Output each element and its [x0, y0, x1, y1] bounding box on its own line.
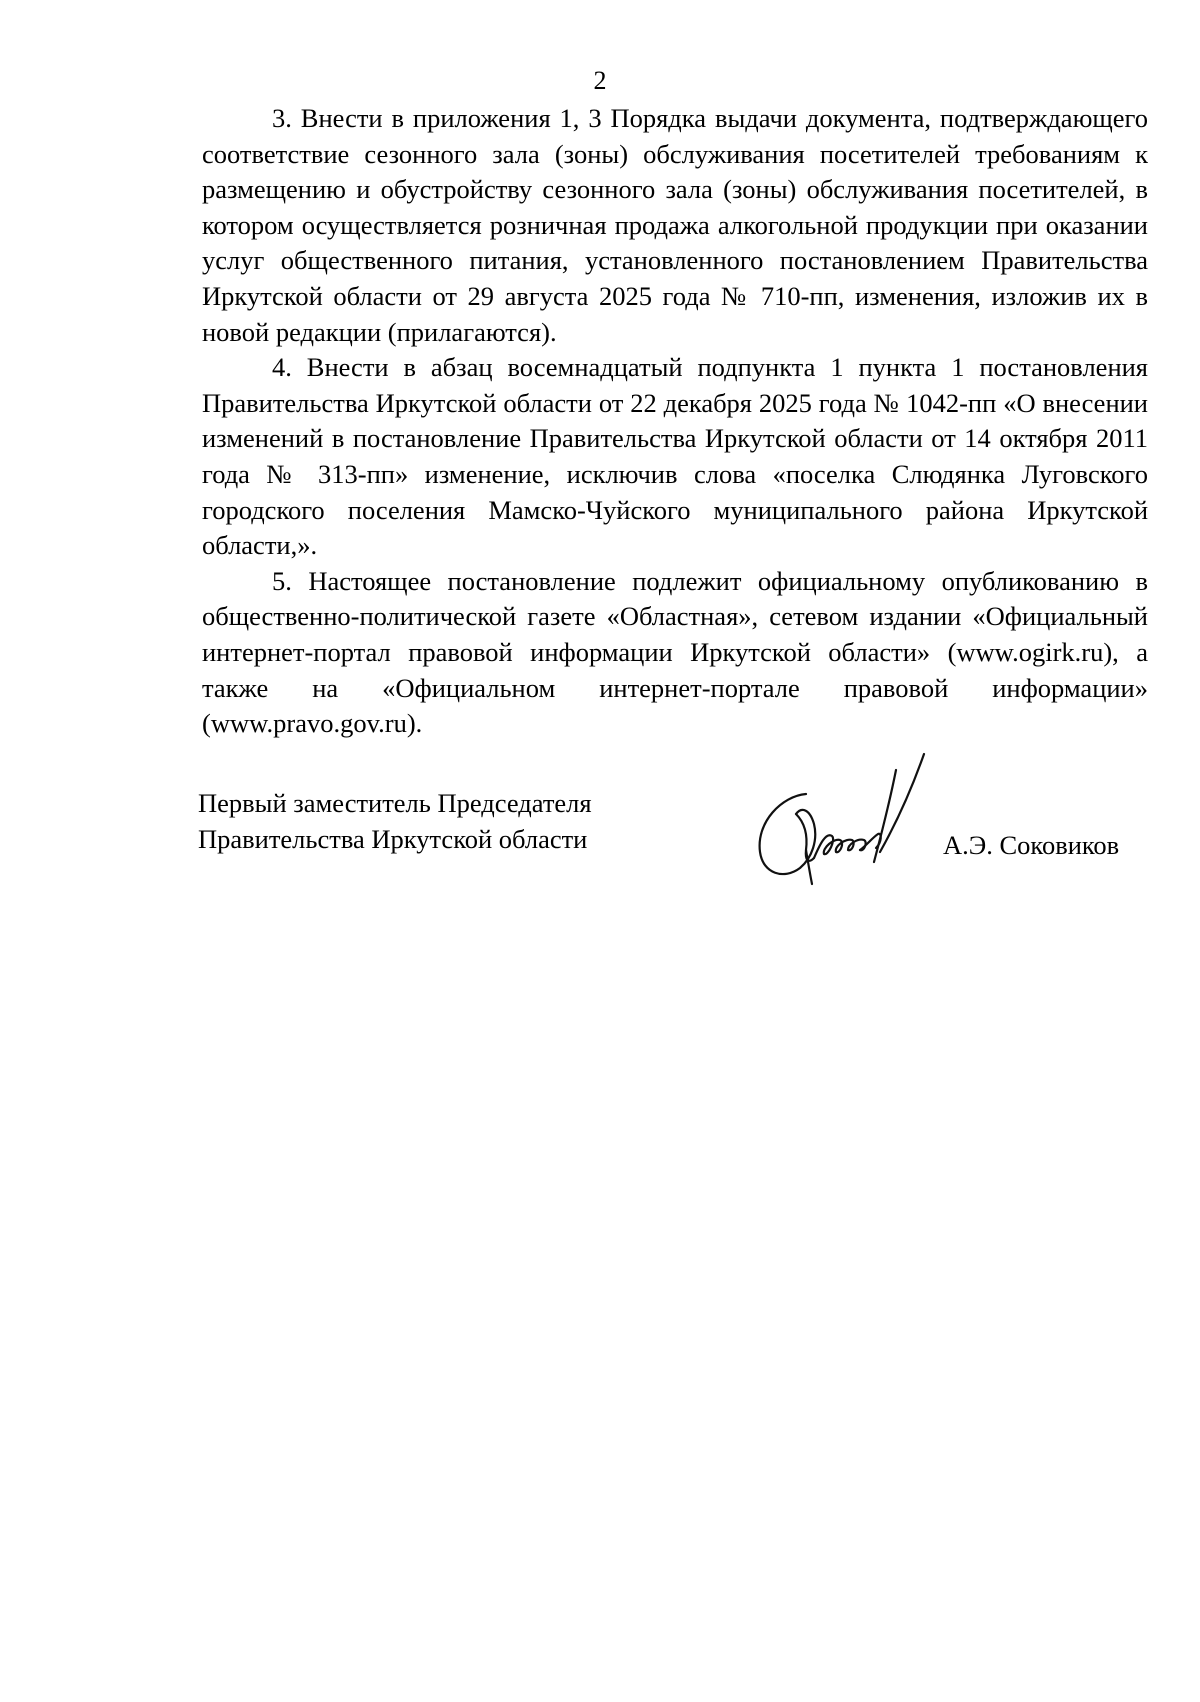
paragraph-3: 3. Внести в приложения 1, 3 Порядка выдачи документа, подтверждающего соответствие сезонного зала (зоны) обслуживания посетителей требованиям к размещению и обустройству сезонного зала (зоны) обслуживания посетителей, в котором осуществляется розничная продажа алкогольной продукции при оказании услуг общественного питания, установленного постановлением Правительства Иркутской области от 29 августа 2025 года № 710-пп, изменения, изложив их в новой редакции (прилагаются). — [202, 103, 1148, 347]
page-number: 2 — [593, 66, 607, 95]
paragraph-5: 5. Настоящее постановление подлежит официальному опубликованию в общественно-политической газете «Областная», сетевом издании «Официальный интернет-портал правовой информации Иркутской области» (www.ogirk.ru), а также на «Официальном интернет-портале правовой информации» (www.pravo.gov.ru). — [202, 565, 1148, 739]
signatory-position — [198, 785, 592, 857]
signatory-position-line-1: Первый заместитель Председателя — [198, 788, 592, 818]
signatory-position-line-2: Правительства Иркутской области — [198, 824, 588, 854]
document-body — [202, 101, 1148, 742]
paragraph-4: 4. Внести в абзац восемнадцатый подпункта 1 пункта 1 постановления Правительства Иркутской области от 22 декабря 2025 года № 1042-пп «О внесении изменений в постановление Правительства Иркутской области от 14 октября 2011 года № 313-пп» изменение, исключив слова «поселка Слюдянка Луговского городского поселения Мамско-Чуйского муниципального района Иркутской области,». — [202, 352, 1148, 561]
handwritten-signature-icon — [748, 752, 963, 897]
signatory-name: А.Э. Соковиков — [943, 830, 1120, 860]
